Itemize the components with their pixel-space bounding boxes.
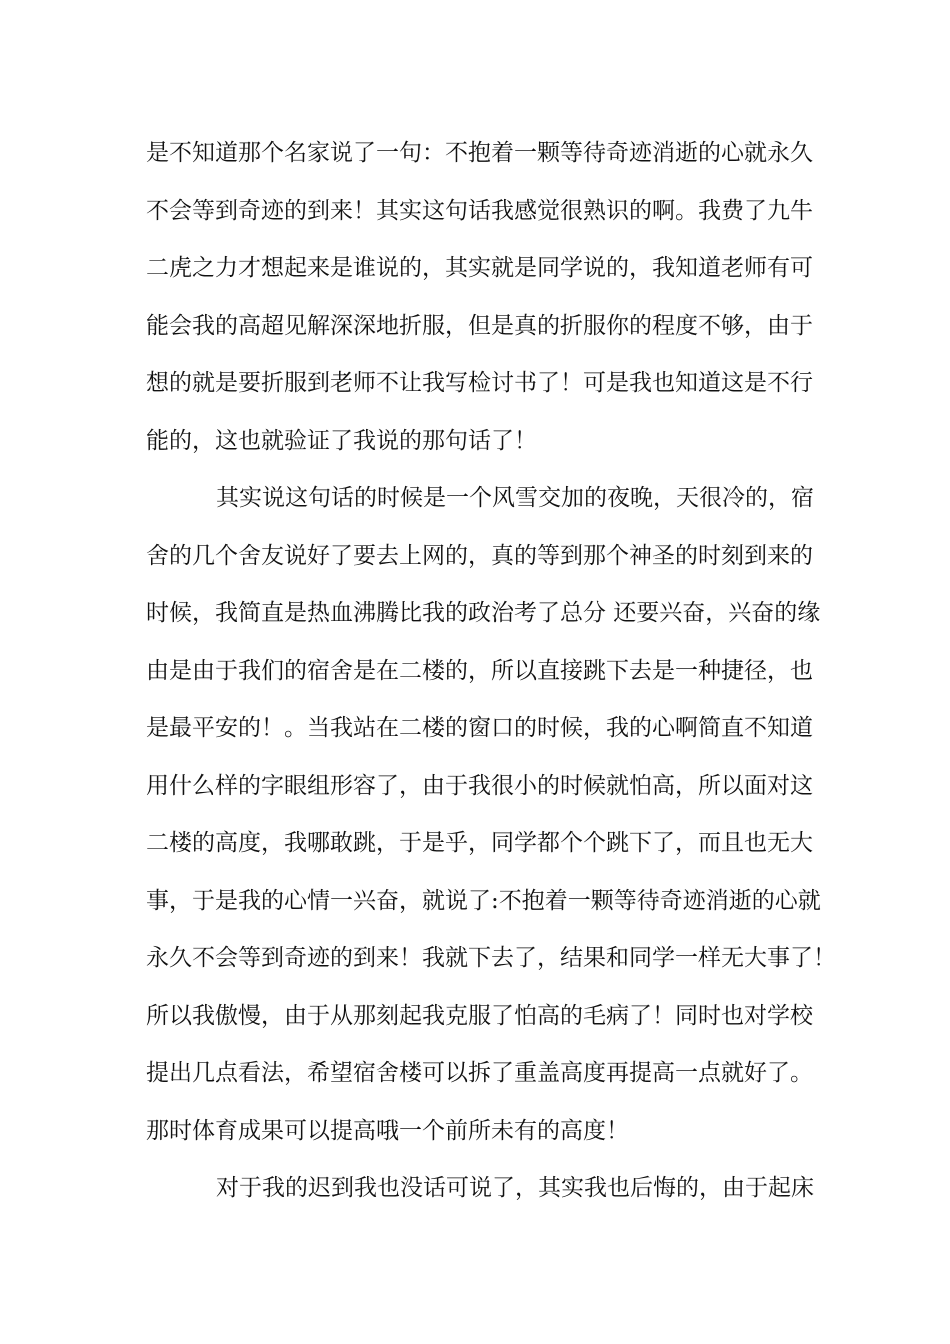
text-line: 能的，这也就验证了我说的那句话了！ [146,427,537,454]
text-line: 二虎之力才想起来是谁说的，其实就是同学说的，我知道老师有可 [146,255,813,281]
text-line: 想的就是要折服到老师不让我写检讨书了！可是我也知道这是不行 [146,370,813,396]
text-line: 用什么样的字眼组形容了，由于我很小的时候就怕高，所以面对这 [146,772,813,799]
text-line: 事，于是我的心情一兴奋，就说了:不抱着一颗等待奇迹消逝的心就 [146,887,821,914]
body-text [146,125,836,1218]
text-line: 那时体育成果可以提高哦一个前所未有的高度！ [146,1117,629,1144]
text-line: 不会等到奇迹的到来！其实这句话我感觉很熟识的啊。我费了九牛 [146,197,813,224]
text-line: 所以我傲慢，由于从那刻起我克服了怕高的毛病了！同时也对学校 [146,1002,813,1029]
text-line: 提出几点看法，希望宿舍楼可以拆了重盖高度再提高一点就好了。 [146,1060,813,1086]
text-line: 时候，我简直是热血沸腾比我的政治考了总分 还要兴奋，兴奋的缘 [146,600,821,626]
paragraph-start-line: 对于我的迟到我也没话可说了，其实我也后悔的，由于起床 [216,1175,814,1201]
text-line: 能会我的高超见解深深地折服，但是真的折服你的程度不够，由于 [146,312,813,339]
text-line: 是不知道那个名家说了一句：不抱着一颗等待奇迹消逝的心就永久 [146,140,813,166]
text-line: 二楼的高度，我哪敢跳，于是乎，同学都个个跳下了，而且也无大 [146,830,813,856]
text-line: 舍的几个舍友说好了要去上网的，真的等到那个神圣的时刻到来的 [146,542,813,569]
paragraph-start-line: 其实说这句话的时候是一个风雪交加的夜晚，天很冷的，宿 [216,485,814,511]
text-line: 永久不会等到奇迹的到来！我就下去了，结果和同学一样无大事了！ [146,945,836,971]
text-line: 由是由于我们的宿舍是在二楼的，所以直接跳下去是一种捷径，也 [146,657,813,684]
text-line: 是最平安的！。当我站在二楼的窗口的时候，我的心啊简直不知道 [146,715,813,741]
